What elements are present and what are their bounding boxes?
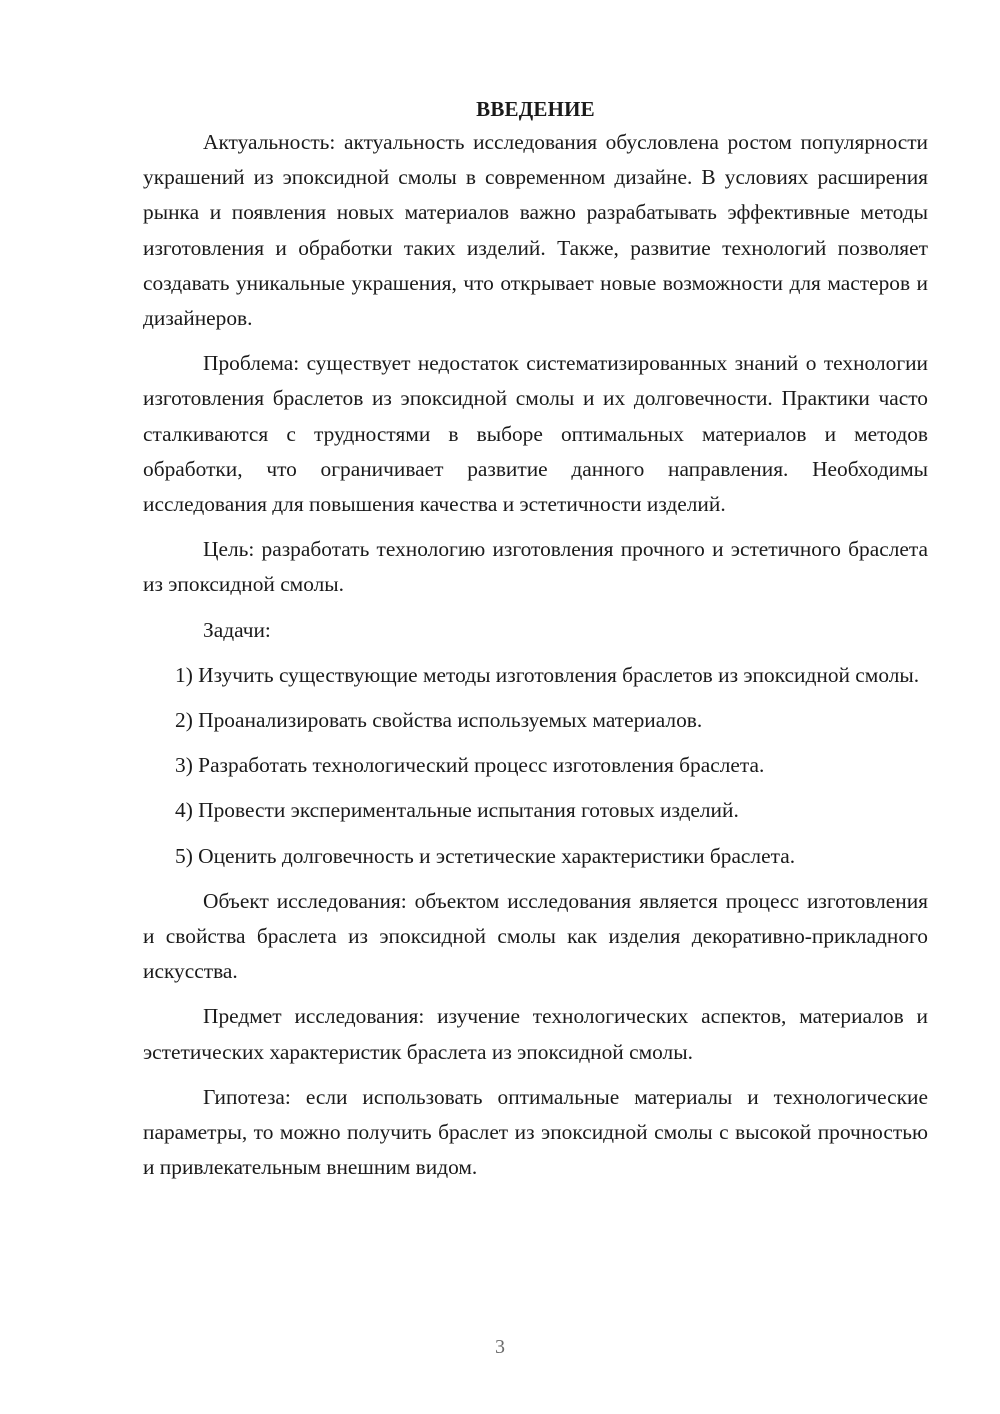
- relevance-paragraph: Актуальность: актуальность исследования обусловлена ростом популярности украшений из эпоксидной смолы в современном дизайне. В условиях расширения рынка и появления новых материалов важно разрабатывать эффективные методы изготовления и обработки таких изделий. Также, развитие технологий позволяет создавать уникальные украшения, что открывает новые возможности для мастеров и дизайнеров.: [143, 130, 928, 331]
- problem-paragraph: Проблема: существует недостаток систематизированных знаний о технологии изготовления браслетов из эпоксидной смолы и их долговечности. Практики часто сталкиваются с трудностями в выборе оптимальных материалов и методов обработки, что ограничивает развитие данного направления. Необходимы исследования для повышения качества и эстетичности изделий.: [143, 351, 928, 517]
- task-item: 3) Разработать технологический процесс изготовления браслета.: [175, 753, 765, 778]
- task-item: 5) Оценить долговечность и эстетические характеристики браслета.: [175, 843, 796, 868]
- task-item: 2) Проанализировать свойства используемых материалов.: [175, 708, 703, 733]
- page-number: 3: [495, 1336, 505, 1358]
- task-item: 1) Изучить существующие методы изготовления браслетов из эпоксидной смолы.: [175, 662, 920, 687]
- tasks-list: [143, 658, 928, 874]
- section-title: ВВЕДЕНИЕ: [476, 97, 595, 121]
- object-paragraph: Объект исследования: объектом исследования является процесс изготовления и свойства браслета из эпоксидной смолы как изделия декоративно-прикладного искусства.: [143, 888, 928, 984]
- hypothesis-paragraph: Гипотеза: если использовать оптимальные материалы и технологические параметры, то можно получить браслет из эпоксидной смолы с высокой прочностью и привлекательным внешним видом.: [143, 1084, 928, 1180]
- subject-paragraph: Предмет исследования: изучение технологических аспектов, материалов и эстетических характеристик браслета из эпоксидной смолы.: [143, 1004, 928, 1064]
- tasks-label: Задачи:: [203, 617, 271, 642]
- goal-paragraph: Цель: разработать технологию изготовления прочного и эстетичного браслета из эпоксидной смолы.: [143, 537, 928, 597]
- document-page: [143, 92, 928, 1195]
- task-item: 4) Провести экспериментальные испытания готовых изделий.: [175, 798, 739, 823]
